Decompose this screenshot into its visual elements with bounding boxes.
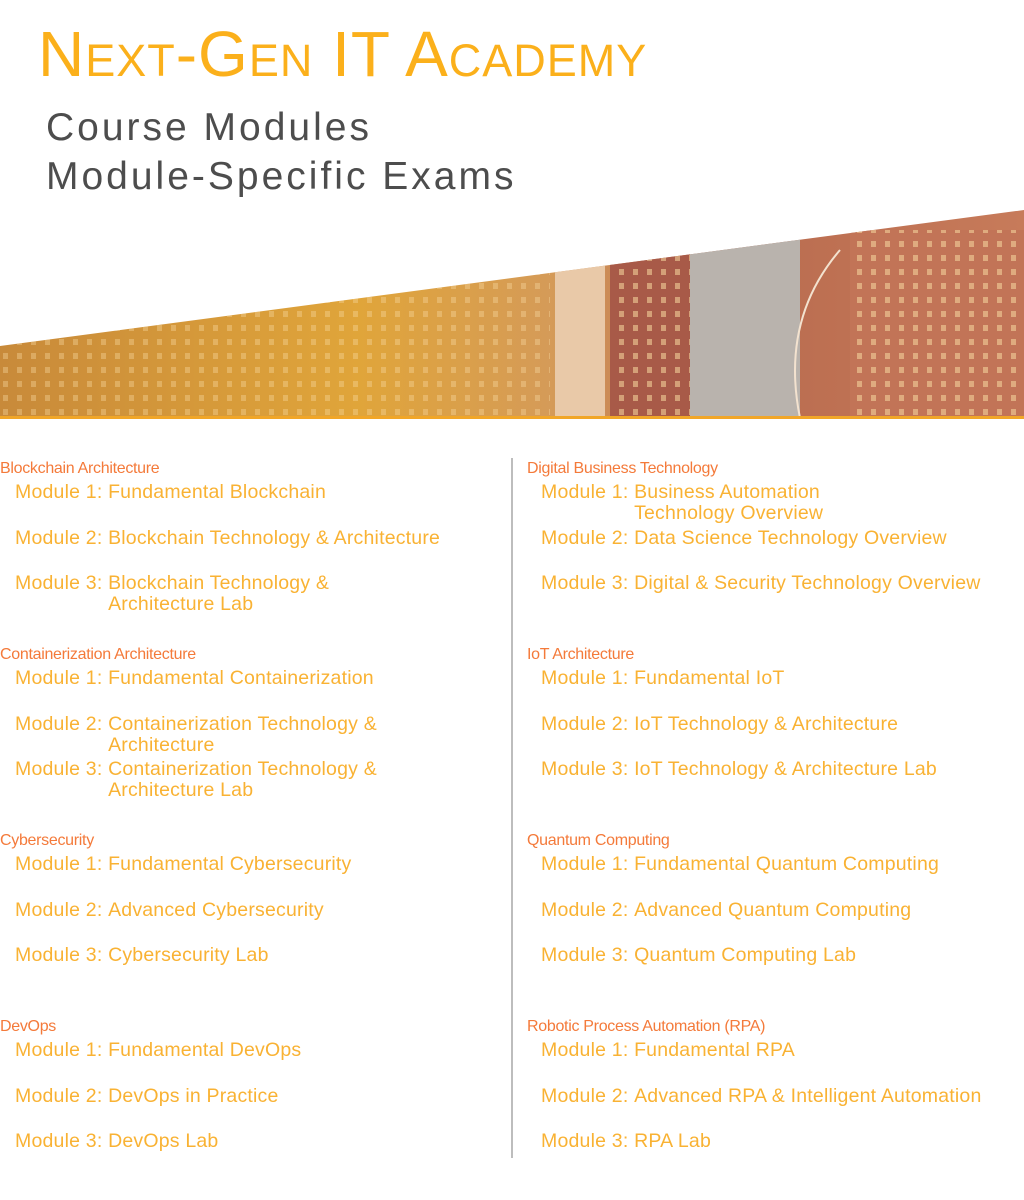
module-number: Module 2:: [15, 899, 109, 921]
module-item: [541, 1131, 711, 1152]
module-title: Containerization Technology & Architecture Lab: [108, 758, 377, 801]
module-item: [541, 854, 939, 875]
subtitle-module-exams: Module-Specific Exams: [46, 155, 517, 198]
module-title: Cybersecurity Lab: [108, 944, 269, 966]
module-item: [15, 759, 377, 801]
module-number: Module 3:: [541, 944, 635, 966]
academy-title: Next-Gen IT Academy: [38, 18, 648, 90]
module-item: [541, 900, 911, 921]
module-title: Fundamental Quantum Computing: [634, 853, 940, 875]
module-number: Module 1:: [541, 667, 635, 689]
subtitle-course-modules: Course Modules: [46, 106, 372, 149]
section-heading: Blockchain Architecture: [0, 460, 160, 477]
module-item: [15, 482, 326, 503]
module-item: [541, 573, 981, 594]
module-number: Module 2:: [541, 527, 635, 549]
module-number: Module 2:: [15, 527, 109, 549]
city-buildings-banner: [0, 210, 1024, 422]
module-item: [15, 668, 374, 689]
module-number: Module 3:: [541, 572, 635, 594]
module-title: Fundamental Cybersecurity: [108, 853, 352, 875]
module-number: Module 2:: [541, 899, 635, 921]
module-title: Data Science Technology Overview: [634, 527, 947, 549]
module-number: Module 3:: [15, 1130, 109, 1152]
module-title: Business Automation Technology Overview: [634, 481, 824, 524]
module-number: Module 3:: [15, 944, 109, 966]
module-title: Fundamental Containerization: [108, 667, 374, 689]
section-heading: IoT Architecture: [527, 646, 634, 663]
module-title: IoT Technology & Architecture: [634, 713, 899, 735]
module-item: [15, 714, 377, 756]
module-item: [15, 528, 440, 549]
module-number: Module 1:: [15, 481, 109, 503]
module-title: IoT Technology & Architecture Lab: [634, 758, 937, 780]
module-title: DevOps in Practice: [108, 1085, 279, 1107]
module-title: Fundamental Blockchain: [108, 481, 327, 503]
module-item: [541, 668, 784, 689]
module-number: Module 1:: [541, 481, 635, 503]
module-title: Advanced Cybersecurity: [108, 899, 324, 921]
module-item: [15, 573, 329, 615]
module-title: Fundamental DevOps: [108, 1039, 302, 1061]
module-item: [541, 759, 937, 780]
section-heading: Cybersecurity: [0, 832, 94, 849]
module-item: [15, 1086, 279, 1107]
module-number: Module 2:: [15, 1085, 109, 1107]
module-title: Fundamental RPA: [634, 1039, 795, 1061]
module-item: [15, 1040, 301, 1061]
module-number: Module 3:: [15, 758, 109, 780]
module-title: Advanced RPA & Intelligent Automation: [634, 1085, 982, 1107]
module-title: Blockchain Technology & Architecture: [108, 527, 441, 549]
module-item: [541, 1040, 795, 1061]
module-item: [541, 482, 823, 524]
module-title: Containerization Technology & Architecture: [108, 713, 377, 756]
module-title: Digital & Security Technology Overview: [634, 572, 981, 594]
module-title: DevOps Lab: [108, 1130, 219, 1152]
module-item: [15, 945, 269, 966]
module-number: Module 2:: [15, 713, 109, 735]
module-title: Quantum Computing Lab: [634, 944, 857, 966]
section-heading: Digital Business Technology: [527, 460, 718, 477]
module-title: RPA Lab: [634, 1130, 711, 1152]
module-item: [15, 1131, 218, 1152]
module-item: [15, 900, 324, 921]
module-title: Fundamental IoT: [634, 667, 785, 689]
module-title: Advanced Quantum Computing: [634, 899, 912, 921]
module-item: [541, 1086, 981, 1107]
module-item: [541, 714, 898, 735]
module-number: Module 3:: [541, 1130, 635, 1152]
section-heading: Containerization Architecture: [0, 646, 196, 663]
module-title: Blockchain Technology & Architecture Lab: [108, 572, 330, 615]
module-number: Module 2:: [541, 1085, 635, 1107]
module-number: Module 2:: [541, 713, 635, 735]
section-heading: Quantum Computing: [527, 832, 670, 849]
module-item: [15, 854, 352, 875]
module-item: [541, 528, 947, 549]
section-heading: DevOps: [0, 1018, 56, 1035]
module-number: Module 1:: [15, 1039, 109, 1061]
module-number: Module 1:: [15, 667, 109, 689]
module-number: Module 3:: [541, 758, 635, 780]
section-heading: Robotic Process Automation (RPA): [527, 1018, 766, 1035]
column-divider: [511, 458, 513, 1158]
module-number: Module 3:: [15, 572, 109, 594]
module-number: Module 1:: [541, 853, 635, 875]
module-number: Module 1:: [541, 1039, 635, 1061]
module-item: [541, 945, 856, 966]
module-number: Module 1:: [15, 853, 109, 875]
